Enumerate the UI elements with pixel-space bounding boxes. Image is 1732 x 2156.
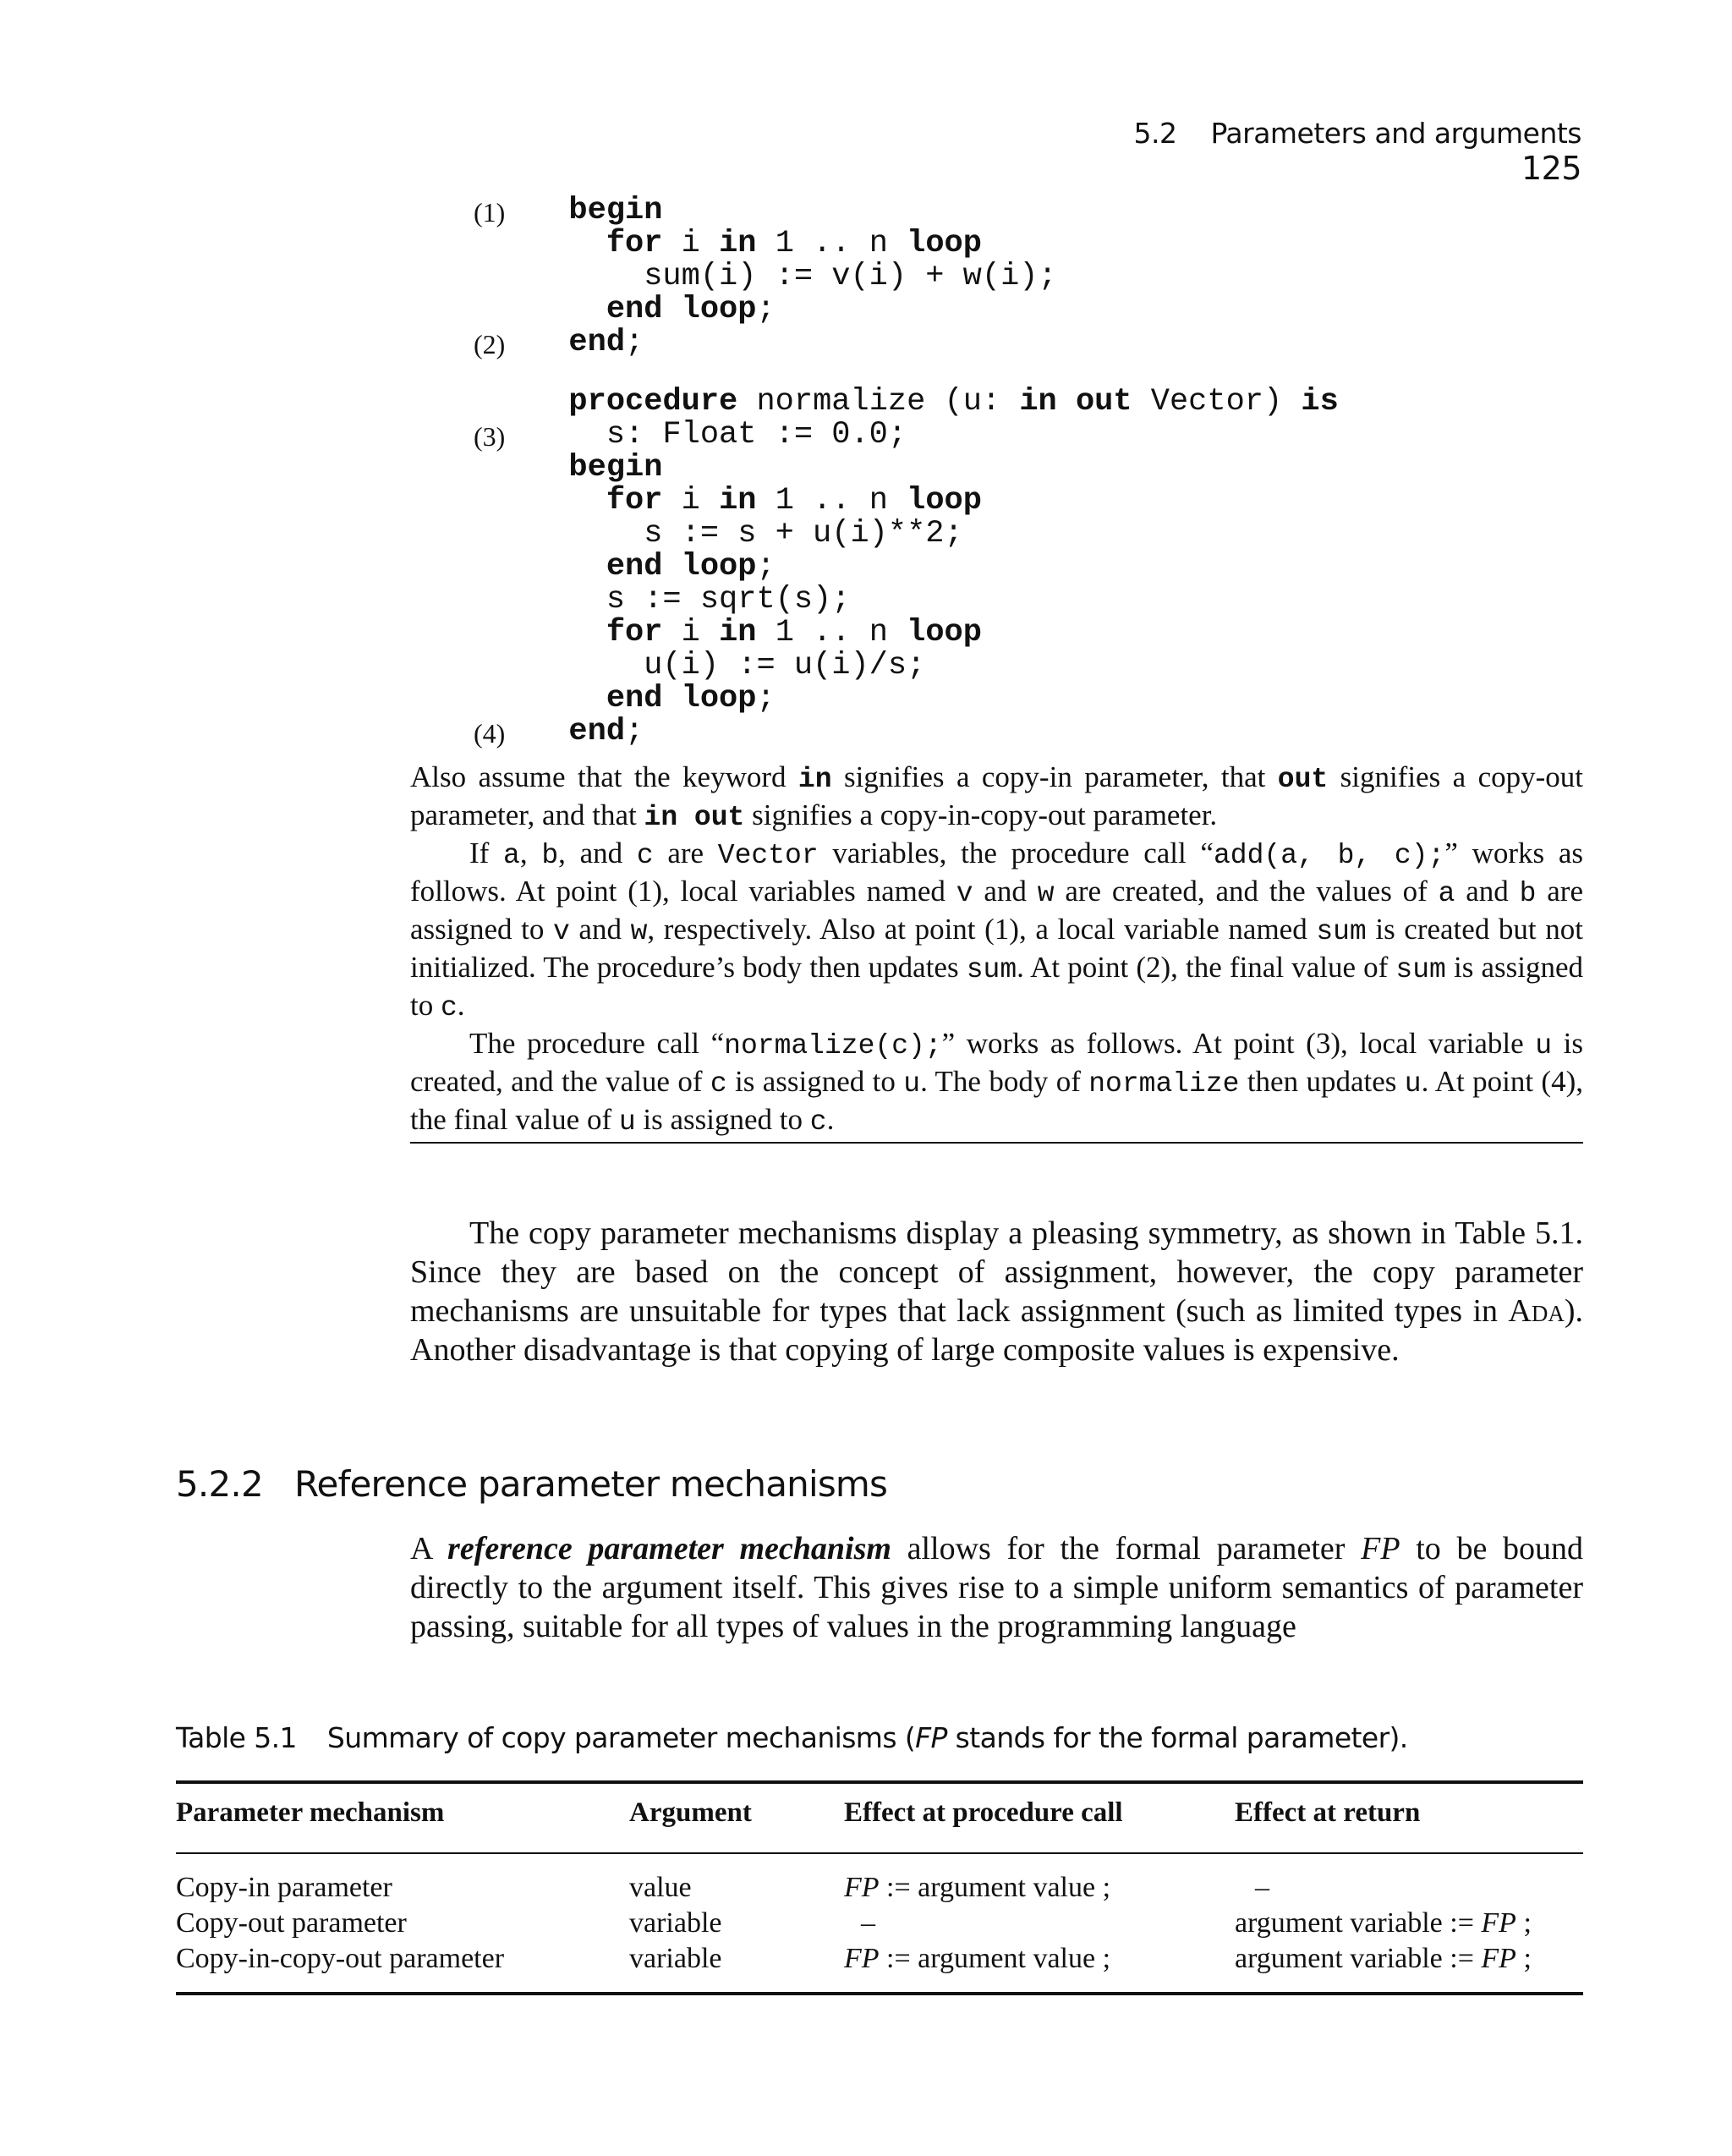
text-run: [531, 384, 568, 420]
table-cell-mechanism: Copy-in-copy-out parameter: [176, 1943, 505, 1974]
text-run: is assigned to: [410, 951, 1583, 1022]
table-caption-text: [327, 1721, 1408, 1754]
text-run: ). Another disadvantage is that copying of large composite values is expensive.: [410, 1293, 1583, 1368]
table-caption-label: Table 5.1: [176, 1721, 297, 1754]
table-cell-call: [861, 1907, 875, 1939]
paragraph: [410, 1214, 1583, 1369]
inline-code: sum: [1395, 954, 1446, 985]
text-run: –: [861, 1907, 875, 1939]
table-top-rule: [176, 1780, 1583, 1784]
text-run: –: [1255, 1872, 1269, 1903]
text-run: sum(i) := v(i) + w(i);: [531, 259, 1057, 294]
table-header-argument: Argument: [629, 1797, 752, 1828]
text-run: to be bound directly to the argument itself. This gives rise to a simple uniform semantics of parameter passing, suitable for all types of values in the programming language: [410, 1531, 1583, 1644]
code-text: [531, 386, 1339, 418]
table-cell-mechanism: Copy-in parameter: [176, 1872, 392, 1903]
inline-code: normalize(c);: [724, 1030, 942, 1062]
text-run: i: [662, 226, 720, 261]
section-title: Reference parameter mechanisms: [294, 1463, 888, 1505]
text-run: The procedure call “: [469, 1027, 725, 1060]
text-run: ” works as follows. At point (1), local variables named: [410, 837, 1584, 908]
inline-code: normalize: [1088, 1068, 1240, 1100]
inline-code: v: [552, 916, 570, 947]
text-run: argument variable :=: [1235, 1907, 1482, 1939]
text-run: then updates: [1239, 1065, 1405, 1098]
text-run: i: [662, 483, 720, 518]
table-bottom-rule: [176, 1992, 1583, 1995]
text-run: signifies a copy-in parameter, that: [831, 760, 1278, 793]
code-point-marker: (1): [474, 197, 506, 228]
text-run: [531, 681, 606, 716]
inline-code-bold: in out: [644, 802, 745, 833]
text-run: 1 .. n: [756, 483, 907, 518]
table-cell-return: [1255, 1872, 1269, 1904]
text-run: Vector): [1132, 384, 1302, 420]
italic-term: FP: [1361, 1531, 1400, 1566]
code-text: [531, 228, 982, 260]
table-cell-return: [1235, 1943, 1532, 1975]
inline-code: w: [1037, 878, 1055, 909]
code-keyword: begin: [568, 450, 663, 486]
inline-code: sum: [1316, 916, 1367, 947]
text-run: variables, the procedure call “: [818, 837, 1214, 870]
inline-code: add(a, b, c);: [1213, 840, 1445, 871]
code-keyword: for: [606, 226, 663, 261]
code-keyword: loop: [907, 483, 982, 518]
text-run: normalize (u:: [737, 384, 1020, 420]
text-run: [531, 615, 606, 650]
text-run: := argument value ;: [879, 1943, 1111, 1974]
text-run: A: [410, 1531, 448, 1566]
code-text: [531, 261, 1057, 293]
text-run: s := sqrt(s);: [531, 582, 851, 617]
code-point-marker: (2): [474, 329, 506, 359]
code-keyword: is: [1301, 384, 1339, 420]
text-run: .: [826, 1103, 835, 1136]
code-text: [531, 551, 776, 583]
inline-code: b: [541, 840, 559, 871]
italic-term: FP: [844, 1872, 880, 1903]
table-cell-argument: variable: [629, 1943, 722, 1974]
italic-term: FP: [1481, 1943, 1516, 1974]
text-run: argument variable :=: [1235, 1943, 1482, 1974]
inline-code: b: [1519, 878, 1537, 909]
example-end-rule: [410, 1142, 1583, 1144]
running-head: [1072, 117, 1581, 187]
text-run: are created, and the values of: [1054, 875, 1439, 908]
text-run: s: Float := 0.0;: [531, 417, 907, 453]
text-run: [531, 450, 568, 486]
code-keyword: end loop: [606, 549, 757, 584]
text-run: ;: [1516, 1943, 1532, 1974]
inline-code: w: [630, 916, 648, 947]
code-keyword: in: [719, 615, 757, 650]
text-run: allows for the formal parameter: [891, 1531, 1362, 1566]
code-keyword: end: [568, 714, 626, 749]
inline-code: v: [956, 878, 973, 909]
text-run: u(i) := u(i)/s;: [531, 648, 926, 683]
code-keyword: in: [719, 483, 757, 518]
italic-term: FP: [1481, 1907, 1516, 1939]
example-paragraph: [410, 760, 1583, 836]
text-run: and: [973, 875, 1038, 908]
text-run: is assigned to: [635, 1103, 810, 1136]
text-run: s := s + u(i)**2;: [531, 516, 963, 551]
code-keyword: end loop: [606, 681, 757, 716]
text-run: , respectively. Also at point (1), a local variable named: [647, 913, 1317, 946]
code-keyword: for: [606, 615, 663, 650]
section-heading: [176, 1463, 887, 1505]
table-header-call: Effect at procedure call: [844, 1797, 1123, 1828]
inline-code-bold: in: [797, 764, 832, 795]
code-point-marker: (4): [474, 718, 506, 749]
example-paragraph: [410, 1026, 1583, 1140]
text-run: ” works as follows. At point (3), local variable: [941, 1027, 1536, 1060]
example-text: [410, 760, 1583, 1140]
text-run: . At point (2), the final value of: [1017, 951, 1396, 984]
text-run: 1 .. n: [756, 615, 907, 650]
text-run: ;: [1516, 1907, 1532, 1939]
text-run: [531, 325, 568, 360]
italic-term: FP: [915, 1721, 947, 1754]
small-caps-term: Ada: [1508, 1293, 1565, 1329]
text-run: Summary of copy parameter mechanisms (: [326, 1721, 916, 1754]
inline-code: c: [440, 992, 458, 1023]
inline-code: u: [618, 1106, 636, 1138]
text-run: The copy parameter mechanisms display a pleasing symmetry, as shown in Table 5.1. Since they are based on the concept of assignment, however, the copy parameter mechanisms are unsuitable for types that lack assignment (such as limited types in: [410, 1215, 1583, 1329]
inline-code: c: [710, 1068, 727, 1100]
text-run: i: [662, 615, 720, 650]
inline-code: a: [1438, 878, 1455, 909]
code-keyword: end: [568, 325, 626, 360]
table-cell-argument: value: [629, 1872, 692, 1903]
text-run: ;: [756, 681, 776, 716]
example-paragraph: [410, 836, 1583, 1026]
text-run: . The body of: [920, 1065, 1089, 1098]
code-keyword: begin: [568, 193, 663, 228]
text-run: is created but not initialized. The procedure’s body then updates: [410, 913, 1583, 984]
code-keyword: in: [719, 226, 757, 261]
code-text: [531, 716, 644, 748]
code-keyword: loop: [907, 615, 982, 650]
table-cell-call: [844, 1943, 1110, 1975]
text-run: stands for the formal parameter).: [946, 1721, 1408, 1754]
table-header-rule: [176, 1852, 1583, 1854]
code-text: [531, 485, 982, 517]
text-run: and: [569, 913, 631, 946]
code-text: [531, 195, 662, 227]
table-cell-return: [1235, 1907, 1532, 1939]
code-point-marker: (3): [474, 421, 506, 452]
code-keyword: in out: [1019, 384, 1132, 420]
text-run: are: [653, 837, 718, 870]
text-run: ;: [756, 292, 776, 327]
defined-term: reference parameter mechanism: [447, 1531, 891, 1566]
inline-code: Vector: [717, 840, 819, 871]
text-run: [531, 292, 606, 327]
section-number: 5.2.2: [176, 1463, 263, 1505]
italic-term: FP: [844, 1943, 880, 1974]
table-cell-mechanism: Copy-out parameter: [176, 1907, 407, 1939]
text-run: ;: [756, 549, 776, 584]
text-run: [531, 226, 606, 261]
code-text: [531, 326, 644, 359]
text-run: signifies a copy-out parameter, and that: [410, 760, 1583, 831]
inline-code-bold: out: [1277, 764, 1329, 795]
table-header-return: Effect at return: [1235, 1797, 1421, 1828]
text-run: := argument value ;: [879, 1872, 1111, 1903]
code-text: [531, 584, 850, 616]
text-run: 1 .. n: [756, 226, 907, 261]
code-text: [531, 683, 776, 715]
running-head-title: Parameters and arguments: [1210, 117, 1581, 150]
text-run: [531, 483, 606, 518]
text-run: are assigned to: [410, 875, 1583, 946]
body-paragraph-1: [410, 1214, 1583, 1369]
text-run: [531, 549, 606, 584]
text-run: ;: [625, 714, 644, 749]
paragraph: [410, 1529, 1583, 1646]
text-run: . At point (4), the final value of: [410, 1065, 1583, 1136]
text-run: ;: [625, 325, 644, 360]
running-head-section: 5.2: [1133, 117, 1177, 150]
code-keyword: procedure: [568, 384, 738, 420]
table-header-mechanism: Parameter mechanism: [176, 1797, 445, 1828]
text-run: Also assume that the keyword: [410, 760, 798, 793]
text-run: , and: [558, 837, 637, 870]
inline-code: u: [1535, 1030, 1553, 1062]
text-run: is assigned to: [726, 1065, 904, 1098]
inline-code: sum: [966, 954, 1017, 985]
text-run: and: [1455, 875, 1520, 908]
page-number: 125: [1521, 150, 1581, 187]
text-run: .: [457, 989, 465, 1022]
text-run: ,: [519, 837, 542, 870]
table-caption: [176, 1721, 1408, 1754]
text-run: [531, 714, 568, 749]
table-cell-argument: variable: [629, 1907, 722, 1939]
code-keyword: loop: [907, 226, 982, 261]
code-text: [531, 617, 982, 649]
code-text: [531, 518, 963, 550]
inline-code: c: [809, 1106, 827, 1138]
code-text: [531, 419, 907, 451]
body-paragraph-2: [410, 1529, 1583, 1646]
text-run: [531, 193, 568, 228]
code-text: [531, 452, 662, 484]
text-run: If: [469, 837, 504, 870]
code-keyword: end loop: [606, 292, 757, 327]
inline-code: c: [636, 840, 654, 871]
text-run: signifies a copy-in-copy-out parameter.: [744, 798, 1218, 831]
code-text: [531, 294, 776, 326]
table-cell-call: [844, 1872, 1110, 1904]
inline-code: u: [1404, 1068, 1422, 1100]
text-run: is created, and the value of: [410, 1027, 1583, 1098]
code-text: [531, 650, 925, 682]
code-keyword: for: [606, 483, 663, 518]
inline-code: u: [903, 1068, 921, 1100]
inline-code: a: [503, 840, 520, 871]
